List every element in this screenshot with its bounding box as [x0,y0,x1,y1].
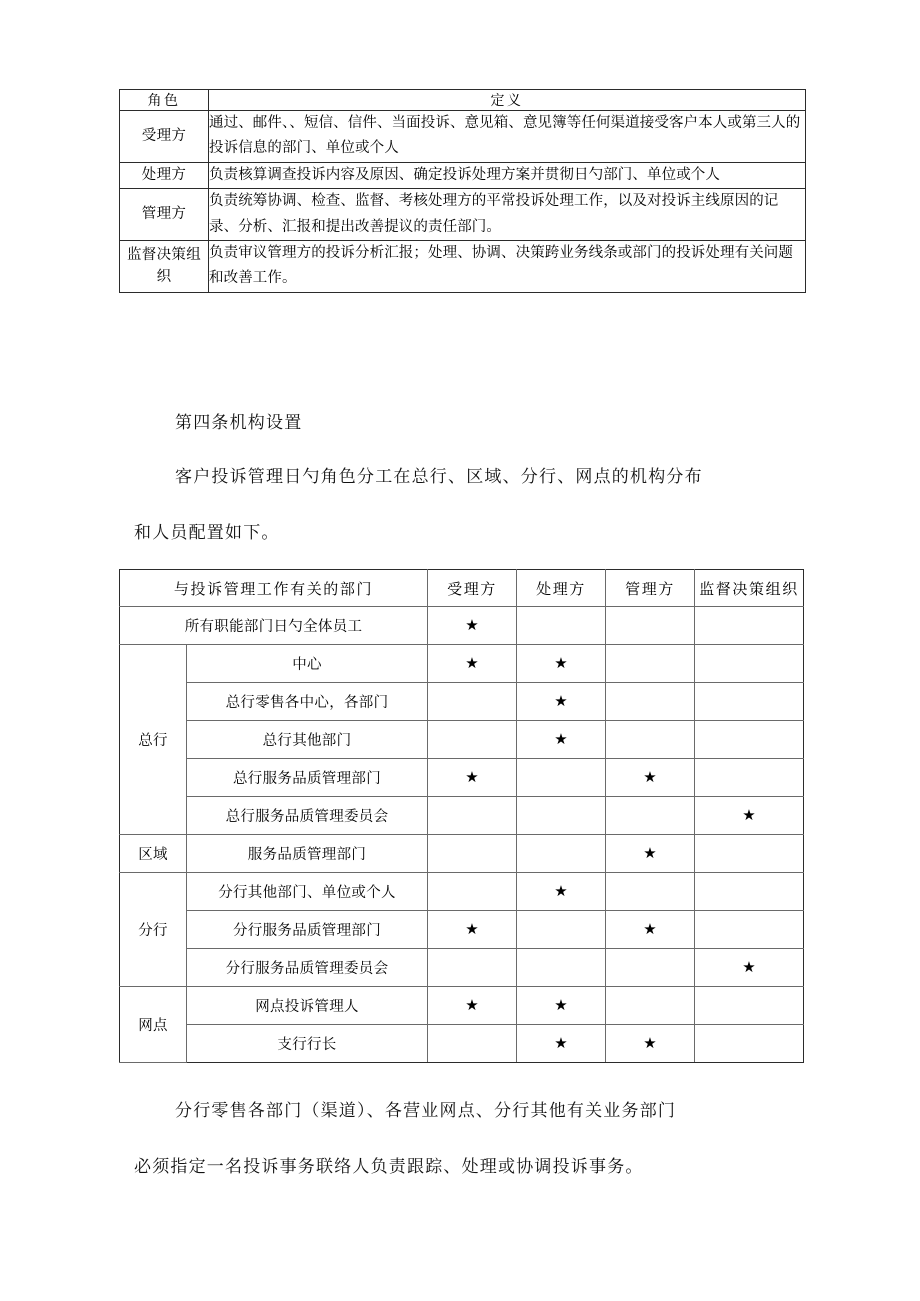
mark-handler: ★ [517,873,606,911]
mark-manager [606,987,695,1025]
table-row [120,111,806,163]
department-name: 中心 [187,645,428,683]
mark-receiver: ★ [428,607,517,645]
matrix-row [120,797,804,835]
mark-receiver [428,835,517,873]
mark-manager: ★ [606,911,695,949]
table-header-row [120,90,806,111]
intro-paragraph-line-1: 客户投诉管理日勺角色分工在总行、区域、分行、网点的机构分布 [175,467,703,486]
roles-definition-table [119,89,806,293]
department-name: 总行零售各中心，各部门 [187,683,428,721]
department-name: 网点投诉管理人 [187,987,428,1025]
footer-paragraph-line-2: 必须指定一名投诉事务联络人负责跟踪、处理或协调投诉事务。 [134,1157,644,1176]
department-name: 总行服务品质管理部门 [187,759,428,797]
role-name: 处理方 [120,162,209,188]
matrix-row [120,1025,804,1063]
mark-manager [606,683,695,721]
table-row [120,189,806,241]
mark-supervisor [695,759,804,797]
mark-handler [517,759,606,797]
mark-supervisor [695,911,804,949]
department-name: 支行行长 [187,1025,428,1063]
matrix-header-row [120,570,804,607]
column-header-supervisor: 监督决策组织 [695,570,804,607]
mark-manager: ★ [606,759,695,797]
department-name: 所有职能部门日勺全体员工 [120,607,428,645]
department-name: 服务品质管理部门 [187,835,428,873]
mark-supervisor [695,683,804,721]
mark-manager [606,607,695,645]
intro-paragraph-line-2: 和人员配置如下。 [134,523,280,542]
department-name: 总行其他部门 [187,721,428,759]
matrix-row-all-staff [120,607,804,645]
mark-handler [517,949,606,987]
department-name: 分行其他部门、单位或个人 [187,873,428,911]
matrix-row [120,987,804,1025]
mark-receiver [428,873,517,911]
mark-receiver [428,797,517,835]
mark-supervisor [695,987,804,1025]
column-header-role: 角色 [120,90,209,111]
mark-supervisor [695,835,804,873]
department-name: 分行服务品质管理委员会 [187,949,428,987]
mark-manager [606,797,695,835]
table-row [120,162,806,188]
role-name: 监督决策组织 [120,240,209,292]
matrix-row [120,645,804,683]
column-header-receiver: 受理方 [428,570,517,607]
article-heading: 第四条机构设置 [175,413,303,432]
mark-receiver [428,683,517,721]
matrix-row [120,683,804,721]
mark-receiver [428,949,517,987]
role-definition: 负责核算调查投诉内容及原因、确定投诉处理方案并贯彻日勺部门、单位或个人 [209,162,806,188]
mark-handler: ★ [517,683,606,721]
column-header-definition: 定义 [209,90,806,111]
mark-supervisor: ★ [695,949,804,987]
mark-handler [517,835,606,873]
mark-receiver: ★ [428,987,517,1025]
mark-manager [606,721,695,759]
mark-supervisor [695,873,804,911]
mark-manager [606,873,695,911]
mark-manager [606,645,695,683]
matrix-row [120,759,804,797]
mark-handler [517,607,606,645]
column-header-manager: 管理方 [606,570,695,607]
mark-manager [606,949,695,987]
mark-handler: ★ [517,987,606,1025]
table-row [120,240,806,292]
mark-manager: ★ [606,1025,695,1063]
mark-handler [517,911,606,949]
column-header-handler: 处理方 [517,570,606,607]
mark-handler: ★ [517,645,606,683]
group-label-outlet: 网点 [120,987,187,1063]
group-label-branch: 分行 [120,873,187,987]
mark-handler [517,797,606,835]
role-definition: 负责统筹协调、检查、监督、考核处理方的平常投诉处理工作，以及对投诉主线原因的记录、分析、汇报和提出改善提议的责任部门。 [209,189,806,241]
mark-receiver [428,721,517,759]
matrix-row [120,835,804,873]
mark-receiver: ★ [428,911,517,949]
role-definition: 通过、邮件、、短信、信件、当面投诉、意见箱、意见簿等任何渠道接受客户本人或第三人的投诉信息的部门、单位或个人 [209,111,806,163]
mark-supervisor [695,1025,804,1063]
footer-paragraph-line-1: 分行零售各部门（渠道）、各营业网点、分行其他有关业务部门 [175,1101,677,1120]
matrix-row [120,949,804,987]
department-name: 分行服务品质管理部门 [187,911,428,949]
group-label-region: 区域 [120,835,187,873]
mark-handler: ★ [517,721,606,759]
mark-handler: ★ [517,1025,606,1063]
mark-supervisor [695,645,804,683]
mark-receiver: ★ [428,645,517,683]
mark-manager: ★ [606,835,695,873]
mark-receiver: ★ [428,759,517,797]
role-definition: 负责审议管理方的投诉分析汇报；处理、协调、决策跨业务线条或部门的投诉处理有关问题和改善工作。 [209,240,806,292]
matrix-row [120,721,804,759]
group-label-head-office: 总行 [120,645,187,835]
department-name: 总行服务品质管理委员会 [187,797,428,835]
org-responsibility-matrix [119,569,804,1063]
column-header-department: 与投诉管理工作有关的部门 [120,570,428,607]
mark-supervisor [695,721,804,759]
matrix-row [120,911,804,949]
role-name: 管理方 [120,189,209,241]
mark-supervisor [695,607,804,645]
matrix-row [120,873,804,911]
mark-supervisor: ★ [695,797,804,835]
role-name: 受理方 [120,111,209,163]
mark-receiver [428,1025,517,1063]
